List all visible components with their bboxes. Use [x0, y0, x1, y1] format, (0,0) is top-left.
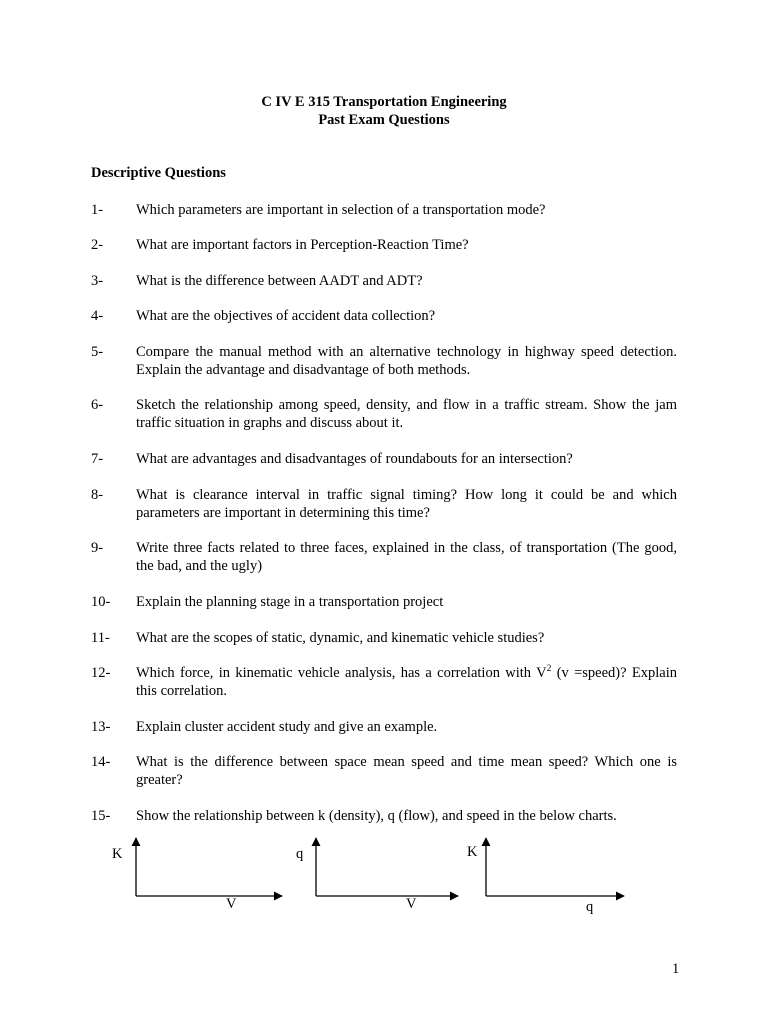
question-text: Compare the manual method with an alternative technology in highway speed detection. Explain the advantage and disadvantage of both methods.: [136, 344, 677, 378]
question-text: What are important factors in Perception-Reaction Time?: [136, 237, 469, 253]
chart-3-y-label: K: [467, 844, 478, 860]
question-number: 8-: [91, 487, 104, 503]
question-text-part: Which force, in kinematic vehicle analysis, has a correlation with V: [136, 665, 547, 681]
document-subtitle: Past Exam Questions: [318, 112, 450, 128]
course-title: C IV E 315 Transportation Engineering: [261, 94, 507, 110]
question-12: [91, 664, 677, 700]
question-number: 13-: [91, 719, 111, 735]
question-text: [136, 664, 677, 700]
question-text: What is the difference between AADT and ADT?: [136, 273, 423, 289]
question-6: [91, 396, 677, 432]
question-number: 3-: [91, 273, 104, 289]
question-text: Explain the planning stage in a transportation project: [136, 594, 444, 610]
question-text: Which parameters are important in selection of a transportation mode?: [136, 202, 546, 218]
chart-1-x-label: V: [226, 896, 237, 912]
page-number: 1: [672, 961, 680, 977]
question-3: [91, 272, 677, 290]
chart-1-axes: [136, 838, 282, 896]
question-1: [91, 201, 677, 219]
superscript-exponent: 2: [546, 664, 552, 675]
question-number: 5-: [91, 344, 104, 360]
question-number: 6-: [91, 397, 104, 413]
question-number: 11-: [91, 630, 110, 646]
question-number: 9-: [91, 540, 104, 556]
question-13: [91, 718, 677, 736]
question-number: 10-: [91, 594, 111, 610]
question-15: [91, 807, 677, 825]
question-text: What are advantages and disadvantages of roundabouts for an intersection?: [136, 451, 573, 467]
question-text: What is clearance interval in traffic signal timing? How long it could be and which parameters are important in determining this time?: [136, 487, 677, 521]
section-heading: Descriptive Questions: [91, 165, 226, 181]
question-number: 14-: [91, 754, 111, 770]
question-number: 15-: [91, 808, 111, 824]
question-11: [91, 629, 677, 647]
question-number: 1-: [91, 202, 104, 218]
question-number: 7-: [91, 451, 104, 467]
question-text: Show the relationship between k (density), q (flow), and speed in the below charts.: [136, 808, 617, 824]
question-number: 2-: [91, 237, 104, 253]
chart-2-x-label: V: [406, 896, 417, 912]
question-text: Write three facts related to three faces, explained in the class, of transportation (The good, the bad, and the ugly): [136, 540, 677, 574]
question-8: [91, 486, 677, 522]
question-text: What are the scopes of static, dynamic, and kinematic vehicle studies?: [136, 630, 545, 646]
question-9: [91, 539, 677, 575]
question-number: 12-: [91, 665, 111, 681]
chart-3-axes: [486, 838, 624, 896]
blank-axes-drawing: [0, 830, 768, 930]
question-text: What is the difference between space mean speed and time mean speed? Which one is greater?: [136, 754, 677, 788]
question-5: [91, 343, 677, 379]
question-10: [91, 593, 677, 611]
blank-charts: [0, 830, 768, 930]
question-text-part: (v =speed)? Explain this correlation.: [136, 665, 677, 699]
chart-2-y-label: q: [296, 846, 304, 862]
question-4: [91, 307, 677, 325]
question-text: Explain cluster accident study and give an example.: [136, 719, 438, 735]
chart-3-x-label: q: [586, 899, 594, 915]
chart-1-y-label: K: [112, 846, 123, 862]
chart-2-axes: [316, 838, 458, 896]
question-7: [91, 450, 677, 468]
question-number: 4-: [91, 308, 104, 324]
question-text: What are the objectives of accident data collection?: [136, 308, 436, 324]
question-2: [91, 236, 677, 254]
question-14: [91, 753, 677, 789]
question-text: Sketch the relationship among speed, density, and flow in a traffic stream. Show the jam traffic situation in graphs and discuss about it.: [136, 397, 677, 431]
document-title-block: [0, 93, 768, 129]
